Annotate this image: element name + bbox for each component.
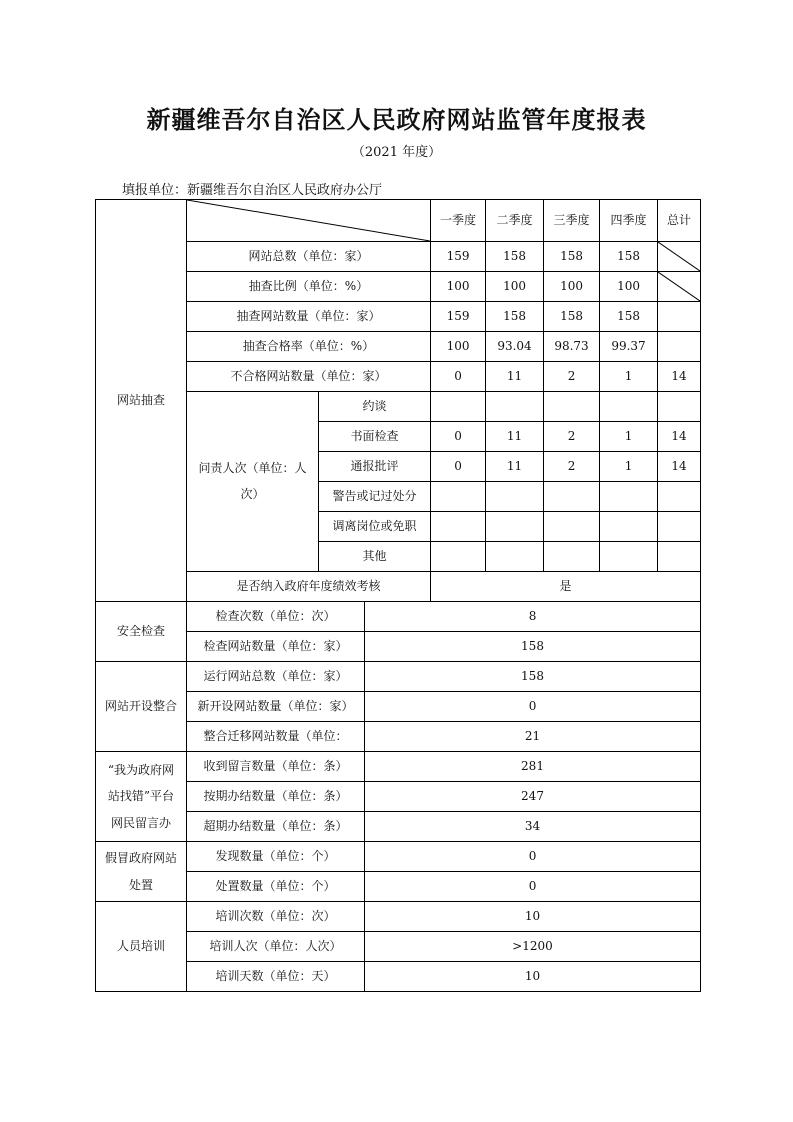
diagonal-line [658,242,700,271]
cell-total-na [658,242,701,272]
table-row [96,272,701,302]
row-label: 是否纳入政府年度绩效考核 [187,572,431,602]
cell-q1 [431,392,486,422]
cell-q2: 11 [486,362,544,392]
cell-q1 [431,512,486,542]
row-label: 其他 [319,542,431,572]
cell-q2: 11 [486,422,544,452]
cell-value: 8 [365,602,701,632]
diagonal-line [658,272,700,301]
section-label-fake: 假冒政府网站处置 [96,842,187,902]
cell-value: 10 [365,962,701,992]
cell-q4: 100 [600,272,658,302]
row-label: 不合格网站数量（单位：家） [187,362,431,392]
fill-unit: 填报单位：新疆维吾尔自治区人民政府办公厅 [122,183,383,198]
cell-total [658,302,701,332]
table-row [96,572,701,602]
report-table [95,199,701,992]
table-row [96,362,701,392]
table-row [96,812,701,842]
cell-q2 [486,392,544,422]
cell-q2: 11 [486,452,544,482]
table-row [96,392,701,422]
row-label: 检查次数（单位：次） [187,602,365,632]
section-label-inspection: 网站抽查 [96,200,187,602]
table-row [96,722,701,752]
cell-total [658,482,701,512]
row-label: 抽查网站数量（单位：家） [187,302,431,332]
cell-total [658,332,701,362]
table-row [96,872,701,902]
row-label: 超期办结数量（单位：条） [187,812,365,842]
table-row [96,932,701,962]
cell-q1: 159 [431,302,486,332]
row-label: 培训天数（单位：天） [187,962,365,992]
cell-value: 0 [365,842,701,872]
report-year: （2021 年度） [351,145,442,160]
cell-q4 [600,542,658,572]
header-diagonal-cell [187,200,431,242]
table-row [96,332,701,362]
cell-q2: 158 [486,242,544,272]
cell-q3: 2 [544,362,600,392]
table-row [96,752,701,782]
cell-q3 [544,512,600,542]
cell-q3: 158 [544,302,600,332]
cell-total: 14 [658,422,701,452]
section-label-platform: “我为政府网站找错”平台网民留言办 [96,752,187,842]
row-label: 网站总数（单位：家） [187,242,431,272]
cell-value: 34 [365,812,701,842]
cell-q4 [600,482,658,512]
cell-q4: 158 [600,302,658,332]
row-label: 抽查比例（单位：%） [187,272,431,302]
row-label: 约谈 [319,392,431,422]
table-header-row [96,200,701,242]
header-total: 总计 [658,200,701,242]
row-label: 抽查合格率（单位：%） [187,332,431,362]
cell-total [658,542,701,572]
row-label: 整合迁移网站数量（单位： [187,722,365,752]
cell-total [658,512,701,542]
row-label: 检查网站数量（单位：家） [187,632,365,662]
cell-q1: 100 [431,332,486,362]
row-label: 发现数量（单位：个） [187,842,365,872]
cell-q2: 158 [486,302,544,332]
cell-value: 21 [365,722,701,752]
cell-q4 [600,512,658,542]
diagonal-line [187,200,430,241]
row-label: 培训人次（单位：人次） [187,932,365,962]
cell-value: 281 [365,752,701,782]
cell-q2: 100 [486,272,544,302]
cell-q1: 0 [431,452,486,482]
cell-q3: 100 [544,272,600,302]
cell-q4: 1 [600,362,658,392]
table-row [96,842,701,872]
header-q4: 四季度 [600,200,658,242]
cell-total: 14 [658,452,701,482]
report-title: 新疆维吾尔自治区人民政府网站监管年度报表 [146,105,647,134]
row-label: 通报批评 [319,452,431,482]
cell-value: 是 [431,572,701,602]
table-row [96,602,701,632]
cell-total [658,392,701,422]
cell-q3: 158 [544,242,600,272]
cell-q3: 98.73 [544,332,600,362]
cell-q2 [486,542,544,572]
header-q2: 二季度 [486,200,544,242]
section-label-training: 人员培训 [96,902,187,992]
table-row [96,692,701,722]
cell-q4: 1 [600,452,658,482]
table-row [96,902,701,932]
row-label: 收到留言数量（单位：条） [187,752,365,782]
cell-total: 14 [658,362,701,392]
cell-q4: 99.37 [600,332,658,362]
cell-q2: 93.04 [486,332,544,362]
cell-value: 158 [365,662,701,692]
row-label: 警告或记过处分 [319,482,431,512]
row-label: 按期办结数量（单位：条） [187,782,365,812]
cell-q4: 1 [600,422,658,452]
header-q1: 一季度 [431,200,486,242]
accountability-label: 问责人次（单位：人次） [187,392,319,572]
row-label: 新开设网站数量（单位：家） [187,692,365,722]
cell-q1: 100 [431,272,486,302]
table-row [96,782,701,812]
row-label: 书面检查 [319,422,431,452]
cell-q1 [431,482,486,512]
cell-q3 [544,482,600,512]
cell-value: 247 [365,782,701,812]
header-q3: 三季度 [544,200,600,242]
cell-q3: 2 [544,422,600,452]
cell-q3 [544,392,600,422]
row-label: 处置数量（单位：个） [187,872,365,902]
table-row [96,302,701,332]
row-label: 培训次数（单位：次） [187,902,365,932]
cell-total-na [658,272,701,302]
cell-value: 158 [365,632,701,662]
table-row [96,662,701,692]
cell-q4: 158 [600,242,658,272]
table-row [96,242,701,272]
cell-q2 [486,512,544,542]
cell-value: 10 [365,902,701,932]
cell-q1: 0 [431,422,486,452]
cell-value: 0 [365,872,701,902]
cell-q4 [600,392,658,422]
row-label: 调离岗位或免职 [319,512,431,542]
cell-q2 [486,482,544,512]
cell-q1: 159 [431,242,486,272]
section-label-integration: 网站开设整合 [96,662,187,752]
row-label: 运行网站总数（单位：家） [187,662,365,692]
table-row [96,962,701,992]
table-row [96,632,701,662]
cell-q1 [431,542,486,572]
cell-q3: 2 [544,452,600,482]
cell-q3 [544,542,600,572]
section-label-security: 安全检查 [96,602,187,662]
cell-q1: 0 [431,362,486,392]
cell-value: >1200 [365,932,701,962]
cell-value: 0 [365,692,701,722]
